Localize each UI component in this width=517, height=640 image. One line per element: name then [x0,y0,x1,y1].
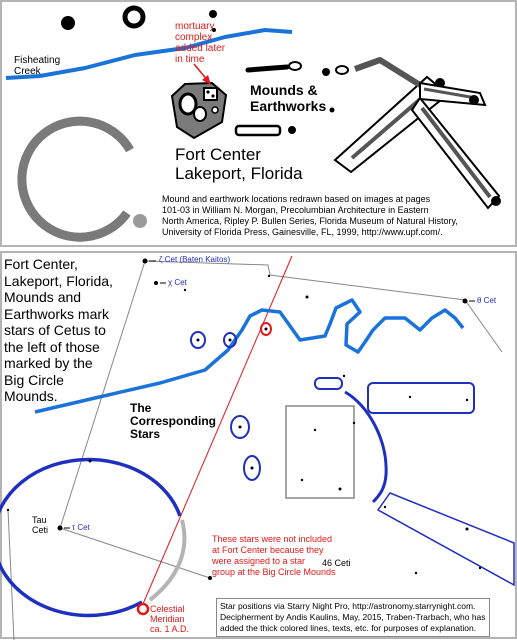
embankment-end [288,126,296,134]
mortuary-label: mortuary complex added later in time [175,21,226,65]
mound-ring [125,8,143,26]
claim-text: Fort Center, Lakeport, Florida, Mounds and Earthworks mark stars of Cetus to the left of those marked by the Big Circle Mounds. [4,256,113,404]
star [343,375,345,377]
star-label-theta: θ Cet [477,296,497,305]
star-label-tau: τ Cet [72,523,90,532]
excluded-stars-note: These stars were not included at Fort Center because they were assigned to a star group at the Big Circle Mounds [212,534,336,577]
star [463,299,468,304]
meridian-label: Celestial Meridian ca. 1 A.D. [150,604,190,634]
star [314,429,316,431]
star [339,488,342,491]
mounds-label: Mounds & Earthworks [250,82,327,114]
star [265,328,268,331]
star [466,399,468,401]
star-label-zeta: ζ Cet (Baten Kaitos) [159,255,231,264]
mound-dot [209,10,217,18]
star [353,422,355,424]
star [184,289,186,291]
embankment-top [248,67,287,70]
star-label-chi: χ Cet [168,278,187,287]
star [384,506,386,508]
star [479,567,481,569]
source-note: Mound and earthwork locations redrawn based on images at pages 101-03 in William N. Morgan, Precolumbian Architecture in Eastern North America, Ripley P. Bullen Series, Florida Museum of Natural History, University of Florida Press, Gainesville, FL, 1999, http://www.upf.com/. [162,194,458,237]
site-title: Fort Center Lakeport, Florida [175,145,303,183]
star [239,426,242,429]
star [229,339,232,342]
embankment-box [236,126,280,135]
star [466,528,469,531]
credits-note: Star positions via Starry Night Pro, http://astronomy.starrynight.com. Decipherment by Andis Kaulins, May, 2015, Traben-Trarbach, who has added the thick colored lines, texts, etc. for purposes of explanation. [216,598,490,637]
star [143,259,148,264]
mound-oval [336,66,348,74]
star [58,526,63,531]
mound-gray [133,214,147,228]
star [409,396,411,398]
star [89,460,92,463]
star [7,509,9,511]
star [301,479,303,481]
star [154,281,158,285]
star-label-tau-name: Tau Ceti [32,515,49,535]
star [197,339,200,342]
star [306,296,309,299]
creek-label: Fisheating Creek [14,55,61,77]
mound-dot [330,108,335,113]
star [415,572,417,574]
star [268,275,270,277]
star-46-ceti-label: 46 Ceti [322,558,351,568]
mound-oval [289,62,301,70]
meridian-marker [138,604,148,614]
embankment-end [322,68,330,76]
corresponding-label: The Corresponding Stars [130,401,216,441]
star [251,467,254,470]
mound-dot [61,16,75,30]
